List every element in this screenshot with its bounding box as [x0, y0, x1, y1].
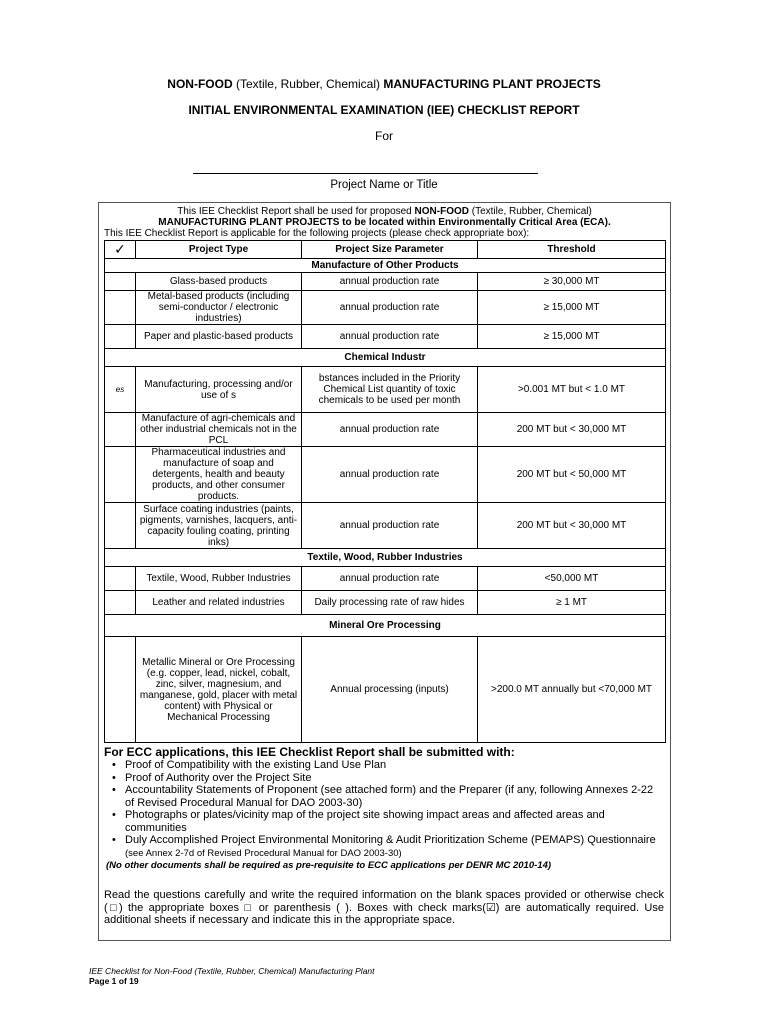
size-parameter-cell: annual production rate [302, 273, 478, 291]
table-row [105, 591, 666, 615]
check-box[interactable]: es [105, 367, 136, 413]
size-parameter-cell: annual production rate [302, 413, 478, 447]
requirement-text: Proof of Compatibility with the existing Land Use Plan [125, 759, 387, 771]
list-item [110, 834, 664, 860]
title-bold-b: MANUFACTURING PLANT PROJECTS [383, 77, 601, 91]
table-row [105, 567, 666, 591]
submission-requirements [104, 746, 664, 873]
table-row [105, 637, 666, 743]
requirement-text: Proof of Authority over the Project Site [125, 771, 312, 784]
check-box[interactable] [105, 273, 136, 291]
intro-line1-a: This IEE Checklist Report shall be used for proposed [177, 206, 415, 217]
project-type-cell: Glass-based products [136, 273, 302, 291]
section-row [105, 549, 666, 567]
threshold-header: Threshold [478, 241, 666, 259]
section-mineral-ore: Mineral Ore Processing [105, 615, 666, 637]
threshold-cell: ≥ 15,000 MT [478, 325, 666, 349]
table-row [105, 367, 666, 413]
intro-text [98, 206, 671, 228]
bullet-icon: • [112, 784, 116, 796]
threshold-cell: 200 MT but < 30,000 MT [478, 503, 666, 549]
threshold-cell: ≥ 30,000 MT [478, 273, 666, 291]
project-type-cell: Paper and plastic-based products [136, 325, 302, 349]
project-type-cell: Leather and related industries [136, 591, 302, 615]
bullet-icon: • [112, 809, 116, 821]
project-type-header: Project Type [136, 241, 302, 259]
list-item [110, 809, 664, 834]
table-header-row [105, 241, 666, 259]
requirement-text: Accountability Statements of Proponent (see attached form) and the Preparer (if any, following Annexes 2-22 of Revised Procedural Manual for DAO 2003-30) [125, 784, 654, 809]
project-type-cell: Manufacturing, processing and/or use of s [136, 367, 302, 413]
bullet-icon: • [112, 771, 116, 784]
project-type-cell: Surface coating industries (paints, pigments, varnishes, lacquers, anti- capacity fouling coating, printing inks) [136, 503, 302, 549]
size-parameter-cell: Daily processing rate of raw hides [302, 591, 478, 615]
requirements-heading: For ECC applications, this IEE Checklist Report shall be submitted with: [104, 745, 515, 759]
threshold-cell: >200.0 MT annually but <70,000 MT [478, 637, 666, 743]
check-box[interactable] [105, 325, 136, 349]
check-box[interactable] [105, 591, 136, 615]
threshold-cell: ≥ 15,000 MT [478, 291, 666, 325]
size-parameter-cell: annual production rate [302, 447, 478, 503]
table-row [105, 447, 666, 503]
document-title [0, 77, 768, 91]
page-footer [89, 966, 375, 986]
section-row [105, 349, 666, 367]
section-row [105, 615, 666, 637]
requirement-text: Photographs or plates/vicinity map of the project site showing impact areas and affected areas and communities [125, 809, 605, 834]
project-type-cell: Manufacture of agri-chemicals and other industrial chemicals not in the PCL [136, 413, 302, 447]
applicable-note: This IEE Checklist Report is applicable for the following projects (please check appropriate box): [104, 228, 530, 239]
document-subtitle: INITIAL ENVIRONMENTAL EXAMINATION (IEE) CHECKLIST REPORT [188, 103, 580, 117]
list-item [110, 784, 664, 809]
section-other-products: Manufacture of Other Products [105, 259, 666, 273]
table-row [105, 273, 666, 291]
requirement-text: Duly Accomplished Project Environmental Monitoring & Audit Prioritization Scheme (PEMAPS) Questionnaire [125, 834, 659, 846]
section-row [105, 259, 666, 273]
check-box[interactable] [105, 567, 136, 591]
size-parameter-cell: annual production rate [302, 291, 478, 325]
bullet-icon: • [112, 834, 116, 846]
project-checklist-table [104, 240, 666, 743]
table-row [105, 413, 666, 447]
threshold-cell: >0.001 MT but < 1.0 MT [478, 367, 666, 413]
section-textile-industries: Textile, Wood, Rubber Industries [105, 549, 666, 567]
table-row [105, 503, 666, 549]
size-parameter-cell: annual production rate [302, 503, 478, 549]
for-label: For [375, 129, 393, 143]
size-parameter-header: Project Size Parameter [302, 241, 478, 259]
requirement-reference: (see Annex 2-7d of Revised Procedural Manual for DAO 2003-30) [125, 847, 402, 859]
size-parameter-cell: annual production rate [302, 567, 478, 591]
project-name-caption: Project Name or Title [330, 179, 438, 191]
size-parameter-cell: bstances included in the Priority Chemical List quantity of toxic chemicals to be used per month [302, 367, 478, 413]
title-plain: (Textile, Rubber, Chemical) [232, 77, 384, 91]
threshold-cell: <50,000 MT [478, 567, 666, 591]
intro-line2: MANUFACTURING PLANT PROJECTS to be located within Environmentally Critical Area (ECA). [158, 217, 611, 228]
intro-line1-c: (Textile, Rubber, Chemical) [468, 206, 592, 217]
size-parameter-cell: annual production rate [302, 325, 478, 349]
project-type-cell: Metallic Mineral or Ore Processing (e.g. copper, lead, nickel, cobalt, zinc, silver, magnesium, and manganese, gold, placer with metal content) with Physical or Mechanical Processing [136, 637, 302, 743]
threshold-cell: 200 MT but < 30,000 MT [478, 413, 666, 447]
intro-line1-b: NON-FOOD [414, 206, 469, 217]
check-box[interactable] [105, 413, 136, 447]
threshold-cell: 200 MT but < 50,000 MT [478, 447, 666, 503]
requirements-note: (No other documents shall be required as pre-requisite to ECC applications per DENR MC 2010-14) [106, 860, 552, 871]
project-type-cell: Metal-based products (including semi-conductor / electronic industries) [136, 291, 302, 325]
title-bold-a: NON-FOOD [167, 77, 233, 91]
requirements-list [110, 759, 664, 860]
check-box[interactable] [105, 447, 136, 503]
project-type-cell: Pharmaceutical industries and manufacture of soap and detergents, health and beauty products, and other consumer products. [136, 447, 302, 503]
check-box[interactable] [105, 291, 136, 325]
check-box[interactable] [105, 637, 136, 743]
project-name-blank[interactable] [193, 173, 538, 174]
page-number: Page 1 of 19 [89, 976, 139, 986]
list-item [110, 772, 664, 785]
check-box[interactable] [105, 503, 136, 549]
project-type-cell: Textile, Wood, Rubber Industries [136, 567, 302, 591]
check-column-header: ✓ [105, 241, 136, 259]
threshold-cell: ≥ 1 MT [478, 591, 666, 615]
section-chemical-industry: Chemical Industr [105, 349, 666, 367]
instructions-paragraph: Read the questions carefully and write the required information on the blank spaces provided or otherwise check (□) the appropriate boxes □ or parenthesis ( ). Boxes with check marks(☑) are automatically required. Use additional sheets if necessary and indicate this in the appropriate space. [104, 889, 664, 926]
size-parameter-cell: Annual processing (inputs) [302, 637, 478, 743]
footer-document-name: IEE Checklist for Non-Food (Textile, Rubber, Chemical) Manufacturing Plant [89, 966, 375, 976]
bullet-icon: • [112, 759, 116, 771]
list-item [110, 759, 664, 772]
table-row [105, 325, 666, 349]
table-row [105, 291, 666, 325]
